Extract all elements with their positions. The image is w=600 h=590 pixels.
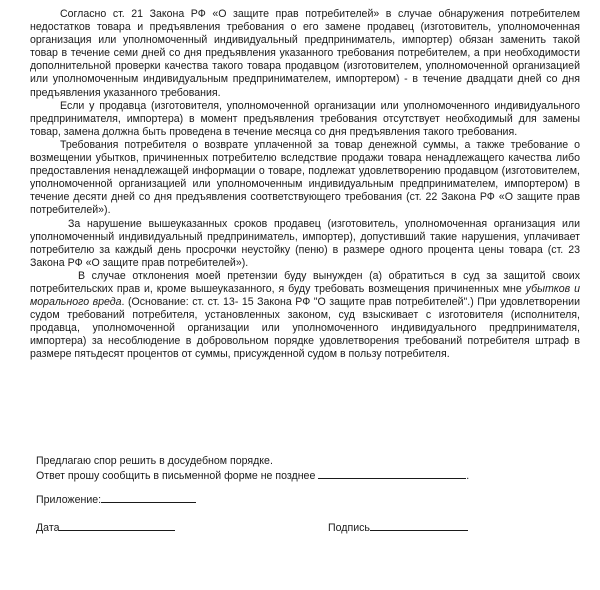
- claim-letter-body: [30, 8, 580, 362]
- closing-propose-line: [36, 455, 576, 468]
- signature-blank[interactable]: [370, 520, 468, 531]
- paragraph-replacement-terms: Согласно ст. 21 Закона РФ «О защите прав потребителей» в случае обнаружения потребителем недостатков товара и предъявления требования о его замене продавец (изготовитель, уполномоченная организация или уполномоченный индивидуальный предприниматель, импортер) обязан заменить такой товар в течение семи дней со дня предъявления указанного требования потребителем, а при необходимости дополнительной проверки качества такого товара продавцом (изготовителем, уполномоченной организацией или уполномоченным индивидуальным предпринимателем, импортером) - в течение двадцати дней со дня предъявления указанного требования.: [30, 8, 580, 99]
- paragraph-refund-requirements: Требования потребителя о возврате уплаченной за товар денежной суммы, а также требование о возмещении убытков, причиненных потребителю вследствие продажи товара ненадлежащего качества либо предоставления ненадлежащей информации о товаре, подлежат удовлетворению продавцом (изготовителем, уполномоченной организацией или уполномоченным индивидуальным предпринимателем, импортером) в течение десяти дней со дня предъявления соответствующего требования (ст. 22 Закона РФ «О защите прав потребителей»).: [30, 138, 580, 217]
- reply-deadline-blank[interactable]: [318, 468, 466, 479]
- signature-group: [328, 520, 468, 535]
- signature-label: Подпись: [328, 522, 370, 534]
- reply-end-period: .: [466, 470, 470, 482]
- court-warning-text-end: . (Основание: ст. ст. 13- 15 Закона РФ "О защите прав потребителей".) При удовлетворении судом требований потребителя, установленных законом, суд взыскивает с изготовителя (исполнителя, продавца, уполномоченной организации или уполномоченного индивидуального предпринимателя, импортера) за несоблюдение в добровольном порядке удовлетворения требований потребителя штраф в размере пятьдесят процентов от суммы, присужденной судом в пользу потребителя.: [30, 296, 580, 361]
- court-warning-text-start: В случае отклонения моей претензии буду вынужден (а) обратиться в суд за защитой своих потребительских прав и, кроме вышеуказанного, я буду требовать возмещения причиненных мне: [30, 269, 580, 295]
- reply-request-text: Ответ прошу сообщить в письменной форме не позднее: [36, 470, 316, 482]
- paragraph-court-warning: [30, 270, 580, 362]
- date-signature-line: [36, 520, 576, 535]
- paragraph-penalty: За нарушение вышеуказанных сроков продавец (изготовитель, уполномоченная организация или уполномоченный индивидуальный предприниматель, импортер), допустивший такие нарушения, уплачивает потребителю за каждый день просрочки неустойку (пеню) в размере одного процента цены товара (ст. 23 Закона РФ «О защите прав потребителей»).: [30, 217, 580, 269]
- paragraph-missing-goods: Если у продавца (изготовителя, уполномоченной организации или уполномоченного индивидуального предпринимателя, импортера) в момент предъявления требования отсутствует необходимый для замены товар, замена должна быть проведена в течение месяца со дня предъявления такого требования.: [30, 99, 580, 138]
- closing-reply-line: [36, 468, 576, 483]
- court-warning-italic-text: убытков и морального вреда: [30, 282, 580, 309]
- attachment-blank[interactable]: [101, 492, 196, 503]
- attachment-label: Приложение:: [36, 494, 102, 506]
- attachment-line: [36, 492, 576, 507]
- date-blank[interactable]: [59, 520, 175, 531]
- date-label: Дата: [36, 522, 60, 534]
- propose-text: Предлагаю спор решить в досудебном порядке.: [36, 455, 273, 467]
